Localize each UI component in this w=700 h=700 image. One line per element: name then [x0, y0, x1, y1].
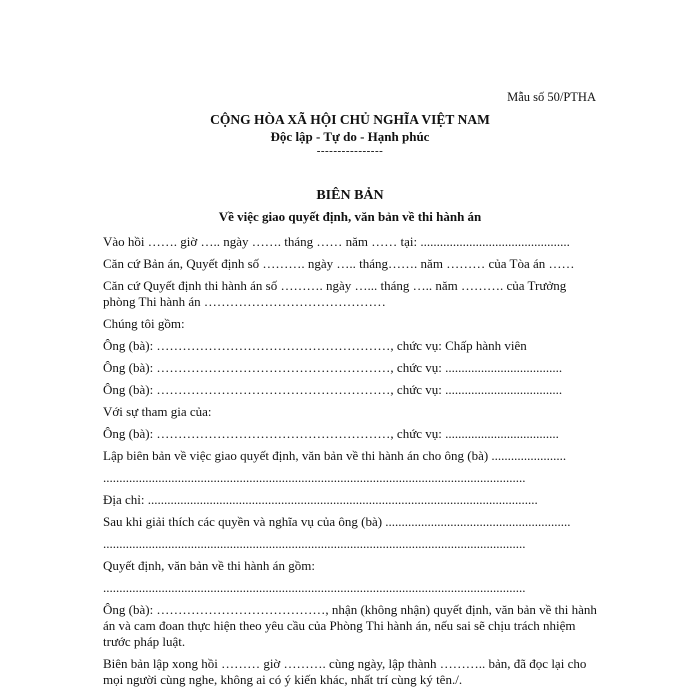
line-enforcement-decision: Căn cứ Quyết định thi hành án số ………. ngày …... tháng ….. năm ………. của Trưởng	[103, 278, 567, 293]
national-title: CỘNG HÒA XÃ HỘI CHỦ NGHĨA VIỆT NAM	[210, 112, 490, 127]
form-number: Mẫu số 50/PTHA	[507, 90, 596, 104]
line-documents-heading: Quyết định, văn bản về thi hành án gồm:	[103, 558, 315, 573]
line-enforcement-decision-cont: phòng Thi hành án ……………………………………	[103, 294, 386, 309]
line-members-heading: Chúng tôi gồm:	[103, 316, 185, 331]
document-body	[103, 234, 597, 688]
line-rights-blank: ..................................................................................................................................	[103, 536, 526, 551]
line-address: Địa chỉ: ........................................................................................................................	[103, 492, 538, 507]
line-participants-heading: Với sự tham gia của:	[103, 404, 212, 419]
line-recipient-blank: ..................................................................................................................................	[103, 470, 526, 485]
line-member-3: Ông (bà): ………………………………………………, chức vụ: ....................................	[103, 382, 563, 397]
line-member-2: Ông (bà): ………………………………………………, chức vụ: ....................................	[103, 360, 563, 375]
line-rights-explained: Sau khi giải thích các quyền và nghĩa vụ của ông (bà) .........................................................	[103, 514, 571, 529]
line-recipient: Lập biên bản về việc giao quyết định, văn bản về thi hành án cho ông (bà) .......................	[103, 448, 567, 463]
line-participant-1: Ông (bà): ………………………………………………, chức vụ: ...................................	[103, 426, 559, 441]
national-motto: Độc lập - Tự do - Hạnh phúc	[270, 129, 430, 144]
paragraph-receipt: Ông (bà): …………………………………, nhận (không nhận) quyết định, văn bản về thi hành án và cam đoan thực hiện theo yêu cầu của Phòng Thi hành án, nếu sai sẽ chịu trách nhiệm trước pháp luật.	[103, 602, 597, 649]
header-rule: ----------------	[316, 145, 384, 157]
line-documents-blank: ..................................................................................................................................	[103, 580, 526, 595]
line-time-place: Vào hồi ……. giờ ….. ngày ……. tháng …… năm …… tại: ..............................................	[103, 234, 570, 249]
document-subtitle: Về việc giao quyết định, văn bản về thi hành án	[218, 209, 482, 224]
line-member-1: Ông (bà): ………………………………………………, chức vụ: Chấp hành viên	[103, 338, 527, 353]
line-judgment-basis: Căn cứ Bản án, Quyết định số ………. ngày ….. tháng……. năm ……… của Tòa án ……	[103, 256, 575, 271]
paragraph-closing: Biên bản lập xong hồi ……… giờ ………. cùng ngày, lập thành ……….. bản, đã đọc lại cho mọi người cùng nghe, không ai có ý kiến khác, nhất trí cùng ký tên./.	[103, 656, 587, 687]
document-title: BIÊN BẢN	[316, 188, 384, 203]
